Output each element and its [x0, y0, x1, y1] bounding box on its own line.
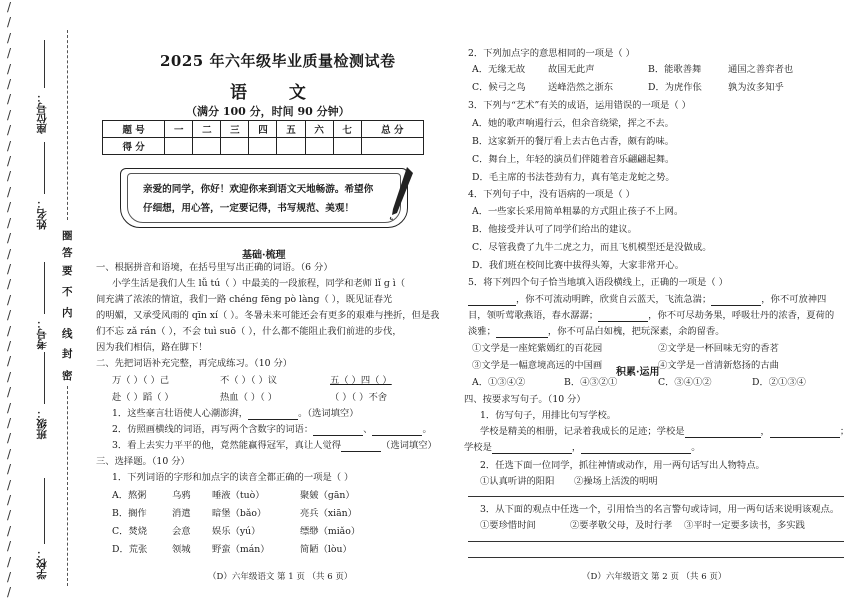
- answer-blank[interactable]: [492, 453, 572, 454]
- q3-option: 领城: [172, 544, 191, 555]
- score-row-label: 得 分: [103, 138, 165, 155]
- q2-word: 赴（ ）蹈（ ）: [112, 392, 174, 403]
- answer-line[interactable]: [468, 541, 844, 542]
- score-header-cell: 三: [221, 121, 249, 138]
- q3-2-option: B．能歌善舞: [648, 64, 702, 75]
- q2-word: 热血（ ）（ ）: [220, 392, 278, 403]
- score-value-row: [103, 138, 424, 155]
- q4-3-option: ①要珍惜时间: [480, 520, 536, 531]
- q3-option: 娱乐（yú）: [212, 526, 261, 537]
- q3-5-choice: ④文学是一首清新悠扬的古曲: [658, 360, 779, 371]
- class-label: 班级：: [36, 408, 48, 440]
- q3-option: A．熬粥: [112, 490, 147, 501]
- score-cell[interactable]: [249, 138, 277, 155]
- score-cell[interactable]: [221, 138, 249, 155]
- q3-3-option: B．这家新开的餐厅看上去古色古香，颇有韵味。: [472, 136, 675, 147]
- q1-line: 的明媚，又承受风雨的 qīn xí（ ）。冬暑未来可能还会有更多的艰难与挫折，但是我: [96, 310, 440, 321]
- answer-blank[interactable]: [685, 437, 761, 438]
- answer-blank[interactable]: [313, 435, 363, 436]
- q3-option: 缥缈（miǎo）: [300, 526, 361, 537]
- passage-text: ，你不可品白如槐，把玩深素，余韵留香。: [547, 326, 725, 337]
- score-header-cell: 总 分: [361, 121, 423, 138]
- answer-blank[interactable]: [372, 435, 422, 436]
- q3-4-option: D．我们班在校间比赛中拔得头筹，大家非常开心。: [472, 260, 684, 271]
- answer-blank[interactable]: [711, 305, 761, 306]
- section-basics-title: 基础·梳理: [242, 250, 286, 261]
- q3-5-passage-line: [468, 326, 725, 338]
- q3-option: C．焚烧: [112, 526, 148, 537]
- q2-stem: 二、先把词语补充完整，再完成练习。（10 分）: [96, 358, 293, 369]
- q3-option: 亮兵（xiān）: [300, 508, 357, 519]
- q4-1-text: 学校是精美的相册，记录着我成长的足迹；学校是: [480, 426, 685, 437]
- q2-item-text: 3．看上去实力平平的他，竟然能赢得冠军，真让人觉得: [112, 440, 342, 451]
- exam-no-label: 考号：: [36, 318, 48, 350]
- q4-3-option: ③平时一定要多读书，多实践: [684, 520, 805, 531]
- margin-char: 不: [62, 286, 73, 298]
- seat-label: 座位号：: [36, 92, 48, 134]
- pen-icon: [387, 165, 415, 221]
- school-label: 学校：: [36, 548, 48, 580]
- page-2: [462, 0, 852, 608]
- margin-char: 圈: [62, 230, 73, 242]
- q3-2-option: 送峰浩然之浙东: [548, 82, 614, 93]
- score-cell[interactable]: [333, 138, 361, 155]
- margin-char: 密: [62, 370, 73, 382]
- banner-line: 亲爱的同学，你好！欢迎你来到语文天地畅游。希望你: [143, 184, 374, 195]
- margin-char: 线: [62, 328, 73, 340]
- q3-3-option: C．舞台上，年轻的演员们伴随着音乐翩翩起舞。: [472, 154, 675, 165]
- cut-line-top: [67, 30, 68, 220]
- passage-text: 淡雅；: [468, 326, 496, 337]
- q3-option: 乌鸦: [172, 490, 191, 501]
- q4-3-prompt: 3．从下面的观点中任选一个，引用恰当的名言警句或诗词，用一两句话来说明该观点。: [480, 504, 840, 515]
- q3-question: 1．下列词语的字形和加点字的读音全都正确的一项是（ ）: [112, 472, 354, 483]
- greeting-banner: [120, 168, 408, 228]
- score-header-cell: 七: [333, 121, 361, 138]
- q3-5-option: B．④③②①: [564, 377, 618, 388]
- passage-text: ，你不可尽劫务果，呼吸壮丹的浓香，夏荷的: [648, 310, 835, 321]
- q3-3-option: D．毛主席的书法苍劲有力，真有笔走龙蛇之势。: [472, 172, 675, 183]
- margin-char: 答: [62, 247, 73, 259]
- q2-item-text: 2．仿照画横线的词语，再写两个含数字的词语：: [112, 424, 314, 435]
- q3-option: 唾液（tuò）: [212, 490, 265, 501]
- passage-text: 目，领听莺歌燕语，春水潺潺；: [468, 310, 599, 321]
- answer-blank[interactable]: [598, 321, 648, 322]
- school-line[interactable]: [44, 478, 45, 544]
- q3-option: B．搁作: [112, 508, 147, 519]
- q3-2-option: D．为虎作伥: [648, 82, 702, 93]
- q3-5-choice: ②文学是一杯回味无穷的香茗: [658, 343, 779, 354]
- q4-1-line: 学校是精美的相册，记录着我成长的足迹；学校是 ， ；: [480, 426, 850, 437]
- score-cell[interactable]: [305, 138, 333, 155]
- q3-2-option: A．无缘无故: [472, 64, 526, 75]
- q2-item-2: 2．仿照画横线的词语，再写两个含数字的词语： 、 。: [112, 424, 432, 435]
- q1-stem: 一、根据拼音和语境，在括号里写出正确的词语。（6 分）: [96, 262, 333, 273]
- q3-5-choice: ③文学是一幅意境高远的中国画: [472, 360, 603, 371]
- answer-line[interactable]: [468, 557, 844, 558]
- q3-5-choice: ①文学是一座姹紫嫣红的百花园: [472, 343, 603, 354]
- margin-char: 要: [62, 265, 73, 277]
- answer-line[interactable]: [468, 496, 844, 497]
- q2-item-tail: （选词填空）: [381, 440, 437, 451]
- score-header-cell: 四: [249, 121, 277, 138]
- section-usage-title: 积累·运用: [616, 367, 660, 378]
- q3-option: 会意: [172, 526, 191, 537]
- exam-subtitle: （满分 100 分，时间 90 分钟）: [186, 105, 350, 118]
- seat-line[interactable]: [44, 40, 45, 88]
- answer-blank[interactable]: [468, 305, 516, 306]
- q3-5-passage-line: [468, 310, 834, 322]
- q2-item-tail: 。（选词填空）: [298, 408, 359, 419]
- page-1: [90, 0, 450, 608]
- q3-2-question: 2．下列加点字的意思相同的一项是（ ）: [468, 48, 635, 59]
- name-line[interactable]: [44, 142, 45, 194]
- score-cell[interactable]: [361, 138, 423, 155]
- score-cell[interactable]: [165, 138, 193, 155]
- q3-stem: 三、选择题。（10 分）: [96, 456, 190, 467]
- passage-text: ，你不可放神四: [761, 294, 827, 305]
- q3-3-question: 3．下列与“艺术”有关的成语，运用错误的一项是（ ）: [468, 100, 691, 111]
- exam-title: 2025 年六年级毕业质量检测试卷: [160, 52, 396, 70]
- q3-option: 暗堡（bǎo）: [212, 508, 267, 519]
- q2-item-1: [112, 408, 359, 420]
- q1-line: 因为我们相信，路在脚下！: [96, 342, 208, 353]
- binding-margin: [0, 0, 82, 608]
- q1-line: 间充满了浓浓的情谊，我们一路 chénɡ fēnɡ pò lànɡ（ ），既见证春光: [96, 294, 393, 305]
- banner-line: 仔细想，用心答，一定要记得，书写规范、美观！: [143, 203, 355, 214]
- q4-3-option: ②要孝敬父母，及时行孝: [570, 520, 673, 531]
- answer-blank[interactable]: [341, 451, 381, 452]
- answer-blank[interactable]: [581, 453, 691, 454]
- class-line[interactable]: [44, 352, 45, 404]
- q2-item-3: [112, 440, 437, 452]
- q3-2-option: 孰为汝多知乎: [728, 82, 784, 93]
- q4-2-prompt: 2．任选下面一位同学，抓往神情或动作，用一两句话写出人物特点。: [480, 460, 765, 471]
- q3-2-option: 通国之善弈者也: [728, 64, 794, 75]
- q4-stem: 四、按要求写句子。（10 分）: [464, 394, 586, 405]
- answer-blank[interactable]: [770, 437, 840, 438]
- q3-5-option: D．②①③④: [752, 377, 806, 388]
- page-1-footer: （D）六年级语文 第 1 页 （共 6 页）: [208, 572, 353, 582]
- q2-word: （ ）（ ）不舍: [330, 392, 388, 403]
- q2-word-underlined: 五（ ）四（ ）: [330, 375, 392, 386]
- subject-title: 语 文: [230, 83, 324, 103]
- q4-2-option: ①认真听讲的阳阳: [480, 476, 555, 487]
- score-cell[interactable]: [193, 138, 221, 155]
- margin-char: 内: [62, 307, 73, 319]
- q3-4-option: B．他接受并认可了同学们给出的建议。: [472, 224, 637, 235]
- q3-5-option: A．①③④②: [472, 377, 526, 388]
- q3-5-option: C．③④①②: [658, 377, 712, 388]
- q3-option: D．荒张: [112, 544, 148, 555]
- answer-blank[interactable]: [496, 337, 548, 338]
- exam-no-line[interactable]: [44, 262, 45, 314]
- q3-4-option: A．一些家长采用简单粗暴的方式阻止孩子不上网。: [472, 206, 684, 217]
- answer-blank[interactable]: [248, 419, 298, 420]
- q3-option: 消遣: [172, 508, 191, 519]
- q3-5-passage-line: [468, 294, 826, 306]
- score-cell[interactable]: [277, 138, 305, 155]
- margin-char: 封: [62, 348, 73, 360]
- score-table: [102, 120, 424, 155]
- q3-2-option: 故国无此声: [548, 64, 595, 75]
- q3-4-question: 4．下列句子中，没有语病的一项是（ ）: [468, 189, 635, 200]
- score-header-row: [103, 121, 424, 138]
- q1-line: 们不忘 zǎ rán（ ），不会 tuì suō（ ），什么都不能阻止我们前进的步伐，: [96, 326, 402, 337]
- q3-2-option: C．候弓之鸟: [472, 82, 526, 93]
- q4-1-line: 学校是 ， 。: [464, 442, 701, 453]
- q1-line: 小学生活是我们人生 lǚ tú（ ）中最美的一段旅程，同学和老师 lǐ ɡ ì（: [112, 278, 406, 289]
- score-header-cell: 一: [165, 121, 193, 138]
- score-header-cell: 二: [193, 121, 221, 138]
- cut-line-bottom: [67, 386, 68, 586]
- q2-item-text: 1．这些豪言壮语使人心潮澎湃，: [112, 408, 249, 419]
- score-header-cell: 五: [277, 121, 305, 138]
- score-header-cell: 六: [305, 121, 333, 138]
- q3-4-option: C．尽管我费了九牛二虎之力，而且飞机模型还是没做成。: [472, 242, 712, 253]
- q4-2-option: ②操场上活泼的明明: [574, 476, 658, 487]
- hatch-column: / / / / / / / / / / / / / / / / / / / / / / / / / / / / / / / / / / / / / / /: [6, 0, 12, 600]
- q4-1-prompt: 1．仿写句子，用排比句写学校。: [480, 410, 617, 421]
- q3-option: 野蛮（mán）: [212, 544, 270, 555]
- q3-5-question: 5．将下列四个句子恰当地填入语段横线上，正确的一项是（ ）: [468, 277, 728, 288]
- q2-word: 万（ ）（ ）己: [112, 375, 170, 386]
- score-header-cell: 题 号: [103, 121, 165, 138]
- name-label: 姓名：: [36, 198, 48, 230]
- q4-1-text: 学校是: [464, 442, 492, 453]
- passage-text: ，你不可流动明眸，欣赏自云蓝天，飞流急湍；: [516, 294, 712, 305]
- q3-3-option: A．她的歌声响遏行云，但余音绕梁，挥之不去。: [472, 118, 674, 129]
- page-2-footer: （D）六年级语文 第 2 页 （共 6 页）: [582, 572, 727, 582]
- q3-option: 聚皴（ɡān）: [300, 490, 355, 501]
- q3-option: 简陋（lòu）: [300, 544, 352, 555]
- q2-word: 不（ ）（ ）议: [220, 375, 278, 386]
